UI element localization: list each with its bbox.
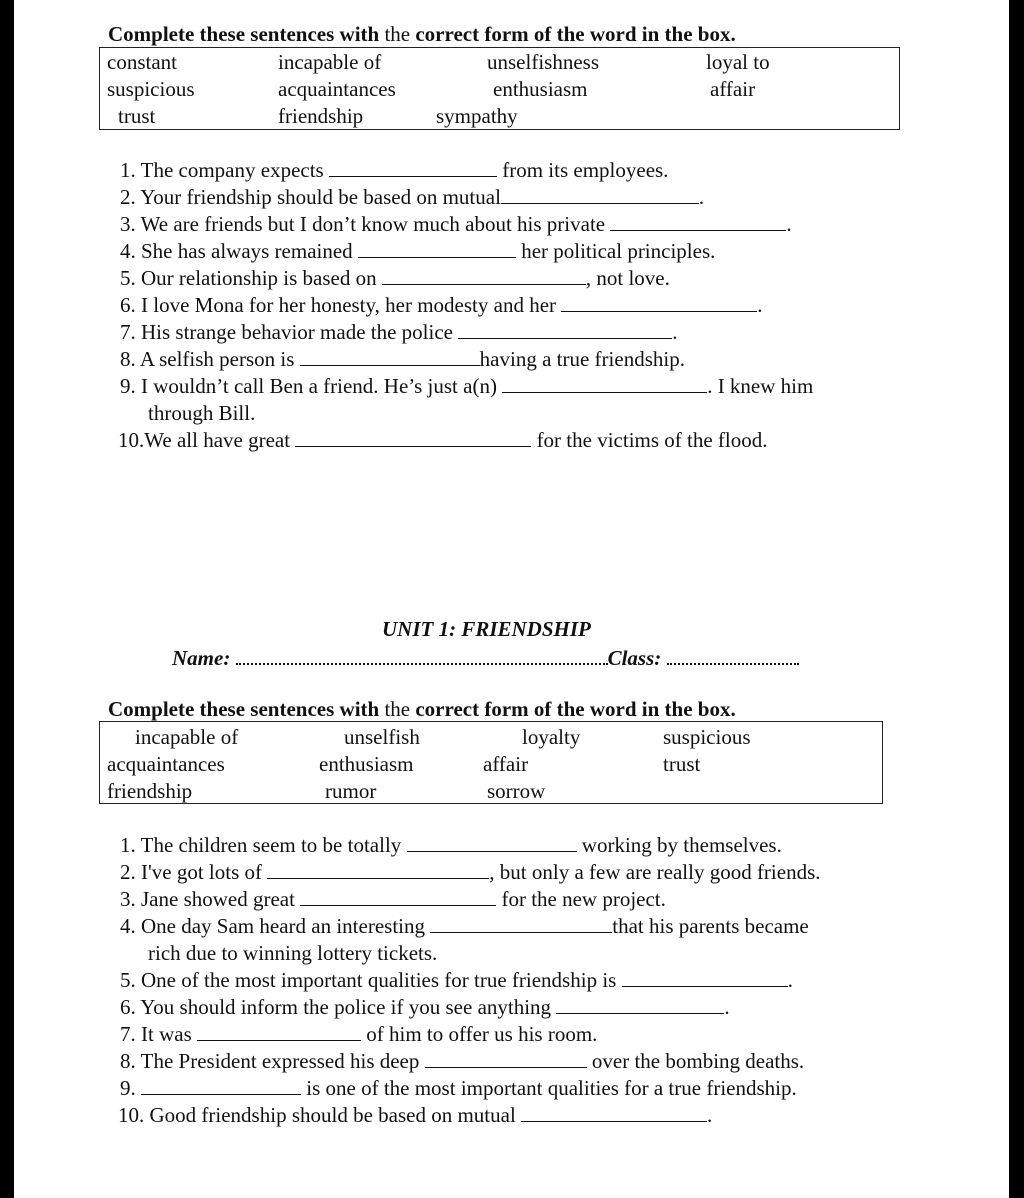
- word-box-1-word: affair: [710, 77, 756, 101]
- word-box-2-word: sorrow: [487, 779, 546, 803]
- answer-blank[interactable]: [521, 1103, 707, 1122]
- sentence-2-6: 6. You should inform the police if you see anything .: [120, 995, 730, 1019]
- answer-blank[interactable]: [295, 428, 531, 447]
- sentence-2-4-cont: rich due to winning lottery tickets.: [148, 941, 438, 965]
- answer-blank[interactable]: [300, 347, 480, 366]
- word-box-1-word: friendship: [278, 104, 364, 128]
- answer-blank[interactable]: [407, 833, 577, 852]
- answer-blank[interactable]: [425, 1049, 587, 1068]
- sentence-1-8: 8. A selfish person is having a true friendship.: [120, 347, 685, 371]
- sentence-1-2: 2. Your friendship should be based on mutual .: [120, 185, 705, 209]
- sentence-2-1: 1. The children seem to be totally working by themselves.: [120, 833, 782, 857]
- answer-blank[interactable]: [430, 914, 612, 933]
- sentence-1-9-cont: through Bill.: [148, 401, 256, 425]
- sentence-2-7: 7. It was of him to offer us his room.: [120, 1022, 598, 1046]
- answer-blank[interactable]: [622, 968, 788, 987]
- word-box-1-word: enthusiasm: [493, 77, 588, 101]
- answer-blank[interactable]: [358, 239, 516, 258]
- answer-blank[interactable]: [556, 995, 724, 1014]
- answer-blank[interactable]: [610, 212, 786, 231]
- word-box-2-word: unselfish: [344, 725, 420, 749]
- sentence-2-5: 5. One of the most important qualities for true friendship is .: [120, 968, 793, 992]
- sentence-1-10: 10.We all have great for the victims of the flood.: [118, 428, 768, 452]
- word-box-2-word: friendship: [107, 779, 193, 803]
- sentence-1-5: 5. Our relationship is based on , not love.: [120, 266, 670, 290]
- name-field[interactable]: [236, 647, 608, 665]
- word-box-1-word: suspicious: [107, 77, 195, 101]
- sentence-2-9: 9. is one of the most important qualities for a true friendship.: [120, 1076, 797, 1100]
- word-box-1-word: trust: [118, 104, 156, 128]
- sentence-1-4: 4. She has always remained her political principles.: [120, 239, 716, 263]
- answer-blank[interactable]: [382, 266, 586, 285]
- sentence-1-6: 6. I love Mona for her honesty, her modesty and her .: [120, 293, 763, 317]
- word-box-2-word: incapable of: [135, 725, 239, 749]
- sentence-2-2: 2. I've got lots of , but only a few are really good friends.: [120, 860, 821, 884]
- word-box-1-word: loyal to: [706, 50, 770, 74]
- sentence-1-9: 9. I wouldn’t call Ben a friend. He’s just a(n) . I knew him: [120, 374, 814, 398]
- word-box-2-word: acquaintances: [107, 752, 225, 776]
- answer-blank[interactable]: [501, 185, 699, 204]
- word-box-2-word: affair: [483, 752, 529, 776]
- answer-blank[interactable]: [197, 1022, 361, 1041]
- answer-blank[interactable]: [502, 374, 707, 393]
- answer-blank[interactable]: [141, 1076, 301, 1095]
- word-box-1-word: sympathy: [436, 104, 518, 128]
- answer-blank[interactable]: [329, 158, 497, 177]
- word-box-1-word: unselfishness: [487, 50, 599, 74]
- answer-blank[interactable]: [267, 860, 489, 879]
- word-box-1-word: acquaintances: [278, 77, 396, 101]
- sentence-2-10: 10. Good friendship should be based on mutual .: [118, 1103, 713, 1127]
- sentence-2-8: 8. The President expressed his deep over the bombing deaths.: [120, 1049, 805, 1073]
- word-box-2-word: rumor: [325, 779, 377, 803]
- word-box-2-word: loyalty: [522, 725, 581, 749]
- answer-blank[interactable]: [561, 293, 757, 312]
- instruction-1: Complete these sentences with the correct form of the word in the box.: [108, 22, 736, 46]
- sentence-2-3: 3. Jane showed great for the new project.: [120, 887, 666, 911]
- sentence-1-7: 7. His strange behavior made the police .: [120, 320, 678, 344]
- unit-title: UNIT 1: FRIENDSHIP: [382, 617, 591, 641]
- sentence-2-4: 4. One day Sam heard an interesting that his parents became: [120, 914, 809, 938]
- sentence-1-3: 3. We are friends but I don’t know much about his private .: [120, 212, 792, 236]
- name-class-line: Name: Class:: [172, 645, 799, 671]
- class-field[interactable]: [667, 647, 799, 665]
- word-box-1-word: constant: [107, 50, 177, 74]
- word-box-2-word: enthusiasm: [319, 752, 414, 776]
- instruction-2: Complete these sentences with the correct form of the word in the box.: [108, 697, 736, 721]
- answer-blank[interactable]: [458, 320, 672, 339]
- word-box-2-word: suspicious: [663, 725, 751, 749]
- answer-blank[interactable]: [300, 887, 496, 906]
- word-box-1-word: incapable of: [278, 50, 382, 74]
- word-box-2-word: trust: [663, 752, 701, 776]
- sentence-1-1: 1. The company expects from its employees.: [120, 158, 669, 182]
